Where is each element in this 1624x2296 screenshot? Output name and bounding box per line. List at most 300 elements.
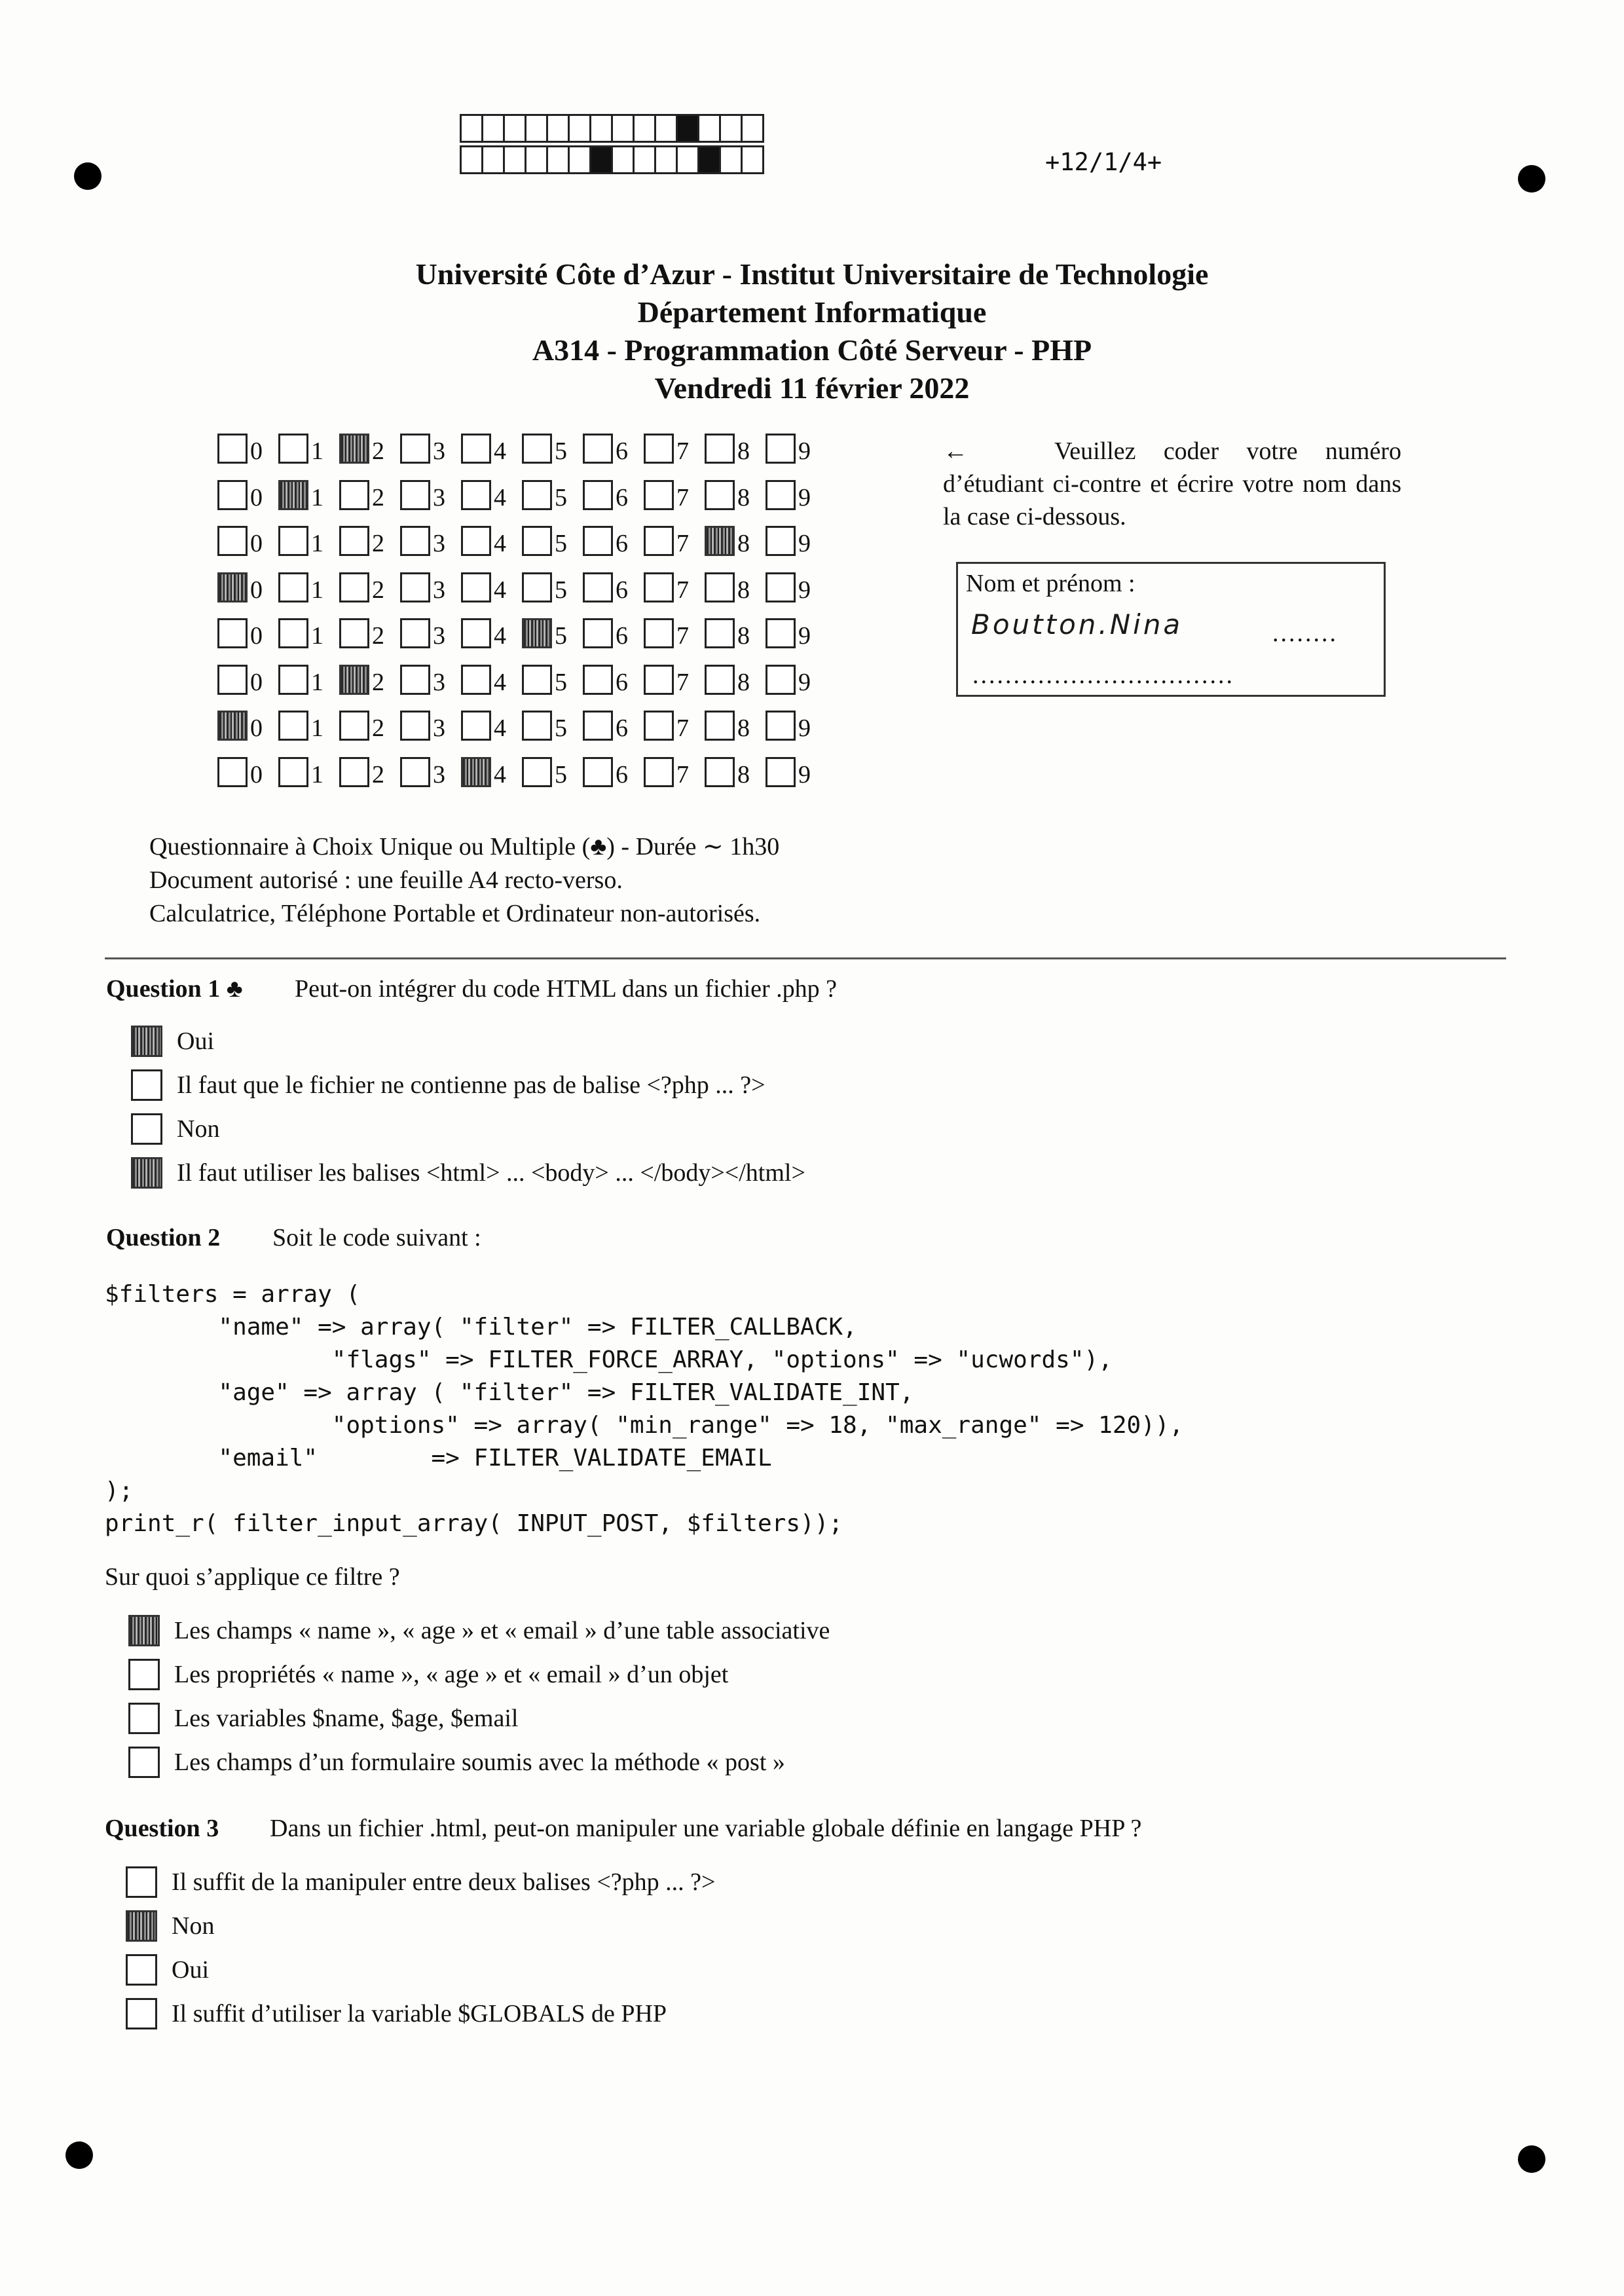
barcode-cell bbox=[503, 145, 526, 174]
barcode-cell bbox=[481, 114, 505, 143]
page-barcode-top bbox=[460, 114, 762, 143]
digit-label: 8 bbox=[737, 530, 750, 557]
digit-option[interactable] bbox=[400, 662, 461, 695]
digit-option[interactable] bbox=[583, 616, 644, 648]
q2-option-4-text: Les champs d’un formulaire soumis avec la méthode « post » bbox=[174, 1749, 785, 1776]
digit-option[interactable] bbox=[217, 754, 278, 787]
barcode-cell bbox=[654, 145, 678, 174]
digit-label: 5 bbox=[555, 760, 567, 788]
digit-checkbox[interactable] bbox=[339, 434, 369, 464]
digit-option[interactable] bbox=[522, 616, 583, 648]
q2-option-3-text: Les variables $name, $age, $email bbox=[174, 1705, 519, 1732]
student-number-row bbox=[217, 523, 826, 556]
digit-option[interactable] bbox=[339, 477, 400, 510]
digit-label: 5 bbox=[555, 437, 567, 465]
digit-checkbox[interactable] bbox=[278, 572, 308, 602]
digit-option[interactable] bbox=[217, 523, 278, 556]
digit-label: 7 bbox=[676, 437, 689, 465]
barcode-cell bbox=[525, 145, 548, 174]
digit-checkbox[interactable] bbox=[400, 711, 430, 741]
digit-label: 5 bbox=[555, 714, 567, 742]
barcode-cell bbox=[611, 145, 635, 174]
digit-checkbox[interactable] bbox=[400, 434, 430, 464]
digit-checkbox[interactable] bbox=[522, 572, 552, 602]
digit-option[interactable] bbox=[339, 523, 400, 556]
registration-mark-top-right bbox=[1518, 165, 1545, 193]
digit-option[interactable] bbox=[644, 662, 705, 695]
digit-checkbox[interactable] bbox=[461, 434, 491, 464]
digit-checkbox[interactable] bbox=[217, 665, 248, 695]
digit-label: 4 bbox=[494, 760, 506, 788]
registration-mark-bottom-right bbox=[1518, 2145, 1545, 2173]
digit-checkbox[interactable] bbox=[766, 665, 796, 695]
digit-label: 2 bbox=[372, 483, 384, 511]
digit-option[interactable] bbox=[644, 616, 705, 648]
digit-label: 0 bbox=[250, 530, 263, 557]
digit-option[interactable] bbox=[400, 570, 461, 602]
digit-label: 4 bbox=[494, 622, 506, 650]
digit-checkbox[interactable] bbox=[278, 618, 308, 648]
digit-checkbox[interactable] bbox=[583, 480, 613, 510]
digit-label: 1 bbox=[311, 530, 323, 557]
digit-label: 2 bbox=[372, 576, 384, 604]
digit-checkbox[interactable] bbox=[522, 618, 552, 648]
digit-checkbox[interactable] bbox=[583, 618, 613, 648]
digit-option[interactable] bbox=[522, 754, 583, 787]
digit-option[interactable] bbox=[705, 754, 766, 787]
digit-option[interactable] bbox=[705, 523, 766, 556]
digit-checkbox[interactable] bbox=[705, 572, 735, 602]
digit-checkbox[interactable] bbox=[339, 572, 369, 602]
digit-label: 5 bbox=[555, 622, 567, 650]
digit-checkbox[interactable] bbox=[400, 618, 430, 648]
digit-option[interactable] bbox=[705, 570, 766, 602]
digit-checkbox[interactable] bbox=[583, 572, 613, 602]
digit-option[interactable] bbox=[339, 570, 400, 602]
digit-label: 0 bbox=[250, 437, 263, 465]
meta-line-document: Document autorisé : une feuille A4 recto-verso. bbox=[149, 866, 623, 894]
barcode-cell bbox=[568, 114, 591, 143]
barcode-cell bbox=[460, 145, 483, 174]
digit-option[interactable] bbox=[217, 431, 278, 464]
digit-checkbox[interactable] bbox=[583, 665, 613, 695]
digit-option[interactable] bbox=[217, 616, 278, 648]
registration-mark-top-left bbox=[74, 162, 101, 190]
digit-label: 4 bbox=[494, 437, 506, 465]
digit-checkbox[interactable] bbox=[583, 526, 613, 556]
digit-option[interactable] bbox=[705, 708, 766, 741]
question-1-header bbox=[106, 974, 243, 1003]
digit-label: 1 bbox=[311, 714, 323, 742]
question-2-label: Question 2 bbox=[106, 1224, 221, 1251]
digit-checkbox[interactable] bbox=[522, 665, 552, 695]
digit-option[interactable] bbox=[278, 616, 339, 648]
digit-label: 3 bbox=[433, 437, 445, 465]
q2-checkbox-4[interactable] bbox=[128, 1747, 160, 1778]
code-listing: $filters = array ( "name" => array( "filter" => FILTER_CALLBACK, "flags" => FILTER_FORCE_ARRAY, "options" => "ucwords"), "age" => array ( "filter" => FILTER_VALIDATE_INT, "options" => array( "min_range" => 18, "max_range" => 120)), "email" => FILTER_VALIDATE_EMAIL ); print_r( filter_input_array( INPUT_POST, $filters)); bbox=[105, 1281, 1184, 1537]
digit-checkbox[interactable] bbox=[766, 711, 796, 741]
digit-checkbox[interactable] bbox=[644, 434, 674, 464]
digit-option[interactable] bbox=[766, 477, 826, 510]
digit-option[interactable] bbox=[583, 431, 644, 464]
digit-label: 8 bbox=[737, 437, 750, 465]
q2-option-2[interactable] bbox=[128, 1659, 728, 1690]
digit-checkbox[interactable] bbox=[705, 480, 735, 510]
digit-label: 4 bbox=[494, 483, 506, 511]
digit-option[interactable] bbox=[583, 523, 644, 556]
student-number-row bbox=[217, 570, 826, 602]
digit-checkbox[interactable] bbox=[278, 665, 308, 695]
digit-label: 3 bbox=[433, 622, 445, 650]
digit-label: 3 bbox=[433, 760, 445, 788]
q3-checkbox-1[interactable] bbox=[126, 1866, 157, 1898]
q2-option-3[interactable] bbox=[128, 1703, 518, 1734]
digit-label: 9 bbox=[798, 437, 811, 465]
digit-option[interactable] bbox=[644, 754, 705, 787]
digit-option[interactable] bbox=[278, 754, 339, 787]
digit-option[interactable] bbox=[766, 616, 826, 648]
digit-label: 6 bbox=[616, 714, 628, 742]
digit-checkbox[interactable] bbox=[461, 480, 491, 510]
digit-checkbox[interactable] bbox=[583, 434, 613, 464]
digit-checkbox[interactable] bbox=[705, 757, 735, 787]
q2-checkbox-2[interactable] bbox=[128, 1659, 160, 1690]
digit-label: 1 bbox=[311, 437, 323, 465]
instructions-text: Veuillez coder votre numéro d’étudiant ci-contre et écrire votre nom dans la case ci-dessous. bbox=[943, 437, 1401, 530]
barcode-cell bbox=[697, 145, 721, 174]
q3-option-4[interactable] bbox=[126, 1998, 667, 2029]
barcode-cell bbox=[589, 145, 613, 174]
digit-label: 0 bbox=[250, 760, 263, 788]
club-icon: ♣ bbox=[226, 975, 243, 1003]
digit-checkbox[interactable] bbox=[583, 711, 613, 741]
q1-option-3[interactable] bbox=[131, 1113, 219, 1145]
digit-checkbox[interactable] bbox=[705, 618, 735, 648]
page-id: +12/1/4+ bbox=[1045, 148, 1162, 176]
digit-label: 3 bbox=[433, 668, 445, 696]
digit-option[interactable] bbox=[278, 708, 339, 741]
digit-checkbox[interactable] bbox=[461, 711, 491, 741]
digit-checkbox[interactable] bbox=[522, 526, 552, 556]
digit-option[interactable] bbox=[400, 477, 461, 510]
digit-label: 3 bbox=[433, 714, 445, 742]
digit-option[interactable] bbox=[522, 523, 583, 556]
digit-option[interactable] bbox=[400, 523, 461, 556]
digit-label: 6 bbox=[616, 576, 628, 604]
digit-option[interactable] bbox=[705, 616, 766, 648]
digit-checkbox[interactable] bbox=[400, 757, 430, 787]
digit-label: 4 bbox=[494, 530, 506, 557]
digit-option[interactable] bbox=[522, 708, 583, 741]
digit-checkbox[interactable] bbox=[461, 572, 491, 602]
q3-checkbox-4[interactable] bbox=[126, 1998, 157, 2029]
digit-checkbox[interactable] bbox=[461, 665, 491, 695]
digit-label: 8 bbox=[737, 714, 750, 742]
digit-option[interactable] bbox=[461, 431, 522, 464]
digit-checkbox[interactable] bbox=[400, 480, 430, 510]
digit-label: 4 bbox=[494, 576, 506, 604]
name-dotted-line-2: ................................ bbox=[972, 661, 1234, 689]
q1-option-4-text: Il faut utiliser les balises <html> ... <body> ... </body></html> bbox=[177, 1159, 805, 1187]
digit-checkbox[interactable] bbox=[461, 757, 491, 787]
digit-label: 2 bbox=[372, 668, 384, 696]
divider bbox=[105, 957, 1506, 959]
digit-option[interactable] bbox=[583, 708, 644, 741]
digit-checkbox[interactable] bbox=[644, 526, 674, 556]
digit-label: 8 bbox=[737, 760, 750, 788]
header-course: A314 - Programmation Côté Serveur - PHP bbox=[532, 333, 1092, 367]
digit-option[interactable] bbox=[705, 431, 766, 464]
digit-checkbox[interactable] bbox=[705, 434, 735, 464]
digit-option[interactable] bbox=[644, 477, 705, 510]
digit-checkbox[interactable] bbox=[217, 711, 248, 741]
digit-checkbox[interactable] bbox=[217, 434, 248, 464]
q2-option-4[interactable] bbox=[128, 1747, 785, 1778]
digit-checkbox[interactable] bbox=[766, 434, 796, 464]
digit-checkbox[interactable] bbox=[644, 665, 674, 695]
digit-option[interactable] bbox=[461, 662, 522, 695]
digit-checkbox[interactable] bbox=[339, 618, 369, 648]
digit-label: 7 bbox=[676, 622, 689, 650]
q3-option-1[interactable] bbox=[126, 1866, 715, 1898]
digit-label: 7 bbox=[676, 714, 689, 742]
question-3-label: Question 3 bbox=[105, 1815, 219, 1842]
digit-option[interactable] bbox=[705, 662, 766, 695]
q3-checkbox-3[interactable] bbox=[126, 1954, 157, 1986]
digit-option[interactable] bbox=[644, 431, 705, 464]
q1-checkbox-2[interactable] bbox=[131, 1069, 162, 1101]
digit-option[interactable] bbox=[278, 570, 339, 602]
digit-checkbox[interactable] bbox=[705, 526, 735, 556]
q3-checkbox-2[interactable] bbox=[126, 1910, 157, 1942]
digit-option[interactable] bbox=[339, 662, 400, 695]
digit-option[interactable] bbox=[583, 477, 644, 510]
page-barcode-bottom bbox=[460, 145, 762, 174]
digit-checkbox[interactable] bbox=[644, 618, 674, 648]
q3-option-1-text: Il suffit de la manipuler entre deux balises <?php ... ?> bbox=[172, 1868, 716, 1896]
digit-checkbox[interactable] bbox=[644, 711, 674, 741]
digit-option[interactable] bbox=[278, 431, 339, 464]
digit-option[interactable] bbox=[217, 662, 278, 695]
q1-checkbox-3[interactable] bbox=[131, 1113, 162, 1145]
digit-checkbox[interactable] bbox=[339, 665, 369, 695]
question-3-text: Dans un fichier .html, peut-on manipuler une variable globale définie en langage PHP ? bbox=[270, 1815, 1142, 1842]
digit-label: 0 bbox=[250, 668, 263, 696]
barcode-cell bbox=[719, 145, 743, 174]
digit-checkbox[interactable] bbox=[339, 711, 369, 741]
digit-checkbox[interactable] bbox=[461, 618, 491, 648]
digit-option[interactable] bbox=[400, 616, 461, 648]
barcode-cell bbox=[460, 114, 483, 143]
digit-checkbox[interactable] bbox=[217, 572, 248, 602]
digit-label: 1 bbox=[311, 668, 323, 696]
digit-option[interactable] bbox=[766, 708, 826, 741]
q3-option-2[interactable] bbox=[126, 1910, 214, 1942]
digit-option[interactable] bbox=[766, 662, 826, 695]
digit-checkbox[interactable] bbox=[278, 711, 308, 741]
digit-option[interactable] bbox=[461, 477, 522, 510]
digit-checkbox[interactable] bbox=[461, 526, 491, 556]
digit-checkbox[interactable] bbox=[278, 757, 308, 787]
digit-checkbox[interactable] bbox=[278, 434, 308, 464]
digit-checkbox[interactable] bbox=[339, 526, 369, 556]
digit-option[interactable] bbox=[400, 431, 461, 464]
q1-checkbox-1[interactable] bbox=[131, 1026, 162, 1057]
digit-option[interactable] bbox=[461, 523, 522, 556]
student-number-row bbox=[217, 431, 826, 464]
name-label: Nom et prénom : bbox=[966, 570, 1135, 597]
digit-option[interactable] bbox=[766, 570, 826, 602]
digit-option[interactable] bbox=[705, 477, 766, 510]
digit-option[interactable] bbox=[644, 570, 705, 602]
digit-label: 9 bbox=[798, 760, 811, 788]
digit-checkbox[interactable] bbox=[278, 526, 308, 556]
q2-option-1[interactable] bbox=[128, 1615, 830, 1646]
digit-label: 3 bbox=[433, 576, 445, 604]
digit-option[interactable] bbox=[461, 754, 522, 787]
digit-option[interactable] bbox=[766, 754, 826, 787]
digit-label: 4 bbox=[494, 714, 506, 742]
digit-option[interactable] bbox=[461, 708, 522, 741]
q3-option-3[interactable] bbox=[126, 1954, 209, 1986]
digit-checkbox[interactable] bbox=[522, 480, 552, 510]
digit-option[interactable] bbox=[583, 662, 644, 695]
digit-checkbox[interactable] bbox=[339, 757, 369, 787]
digit-checkbox[interactable] bbox=[583, 757, 613, 787]
name-box[interactable] bbox=[956, 562, 1386, 697]
digit-checkbox[interactable] bbox=[644, 757, 674, 787]
digit-checkbox[interactable] bbox=[766, 526, 796, 556]
digit-option[interactable] bbox=[339, 754, 400, 787]
question-2-prompt: Sur quoi s’applique ce filtre ? bbox=[105, 1563, 400, 1591]
digit-label: 8 bbox=[737, 668, 750, 696]
barcode-cell bbox=[633, 114, 656, 143]
digit-checkbox[interactable] bbox=[339, 480, 369, 510]
digit-checkbox[interactable] bbox=[766, 757, 796, 787]
barcode-cell bbox=[546, 145, 570, 174]
name-dotted-line-1: ........ bbox=[1272, 620, 1338, 647]
digit-checkbox[interactable] bbox=[644, 572, 674, 602]
digit-label: 9 bbox=[798, 483, 811, 511]
digit-label: 9 bbox=[798, 714, 811, 742]
digit-option[interactable] bbox=[461, 616, 522, 648]
exam-header bbox=[0, 255, 1624, 407]
barcode-cell bbox=[741, 145, 764, 174]
barcode-cell bbox=[546, 114, 570, 143]
digit-label: 9 bbox=[798, 576, 811, 604]
header-department: Département Informatique bbox=[637, 295, 987, 329]
digit-checkbox[interactable] bbox=[400, 665, 430, 695]
digit-label: 0 bbox=[250, 483, 263, 511]
digit-option[interactable] bbox=[522, 477, 583, 510]
digit-option[interactable] bbox=[217, 708, 278, 741]
digit-label: 1 bbox=[311, 483, 323, 511]
digit-option[interactable] bbox=[583, 570, 644, 602]
digit-option[interactable] bbox=[644, 708, 705, 741]
digit-label: 9 bbox=[798, 668, 811, 696]
left-arrow-icon: ← bbox=[943, 437, 968, 465]
digit-checkbox[interactable] bbox=[217, 757, 248, 787]
digit-checkbox[interactable] bbox=[400, 572, 430, 602]
digit-checkbox[interactable] bbox=[217, 480, 248, 510]
digit-option[interactable] bbox=[217, 570, 278, 602]
registration-mark-bottom-left bbox=[65, 2141, 93, 2169]
barcode-cell bbox=[525, 114, 548, 143]
student-number-row bbox=[217, 477, 826, 510]
digit-checkbox[interactable] bbox=[705, 711, 735, 741]
digit-checkbox[interactable] bbox=[400, 526, 430, 556]
digit-option[interactable] bbox=[522, 431, 583, 464]
q1-option-1[interactable] bbox=[131, 1026, 214, 1057]
digit-option[interactable] bbox=[461, 570, 522, 602]
digit-option[interactable] bbox=[217, 477, 278, 510]
digit-checkbox[interactable] bbox=[766, 480, 796, 510]
digit-option[interactable] bbox=[400, 708, 461, 741]
digit-label: 7 bbox=[676, 530, 689, 557]
meta-line-devices: Calculatrice, Téléphone Portable et Ordinateur non-autorisés. bbox=[149, 900, 761, 927]
digit-option[interactable] bbox=[522, 662, 583, 695]
digit-checkbox[interactable] bbox=[766, 572, 796, 602]
digit-checkbox[interactable] bbox=[766, 618, 796, 648]
digit-option[interactable] bbox=[766, 523, 826, 556]
digit-label: 7 bbox=[676, 483, 689, 511]
q1-checkbox-4[interactable] bbox=[131, 1157, 162, 1189]
digit-option[interactable] bbox=[400, 754, 461, 787]
question-2-header bbox=[106, 1223, 220, 1252]
digit-checkbox[interactable] bbox=[217, 526, 248, 556]
digit-option[interactable] bbox=[339, 616, 400, 648]
digit-option[interactable] bbox=[278, 523, 339, 556]
digit-label: 3 bbox=[433, 483, 445, 511]
digit-checkbox[interactable] bbox=[522, 757, 552, 787]
digit-checkbox[interactable] bbox=[705, 665, 735, 695]
q2-checkbox-1[interactable] bbox=[128, 1615, 160, 1646]
student-number-row bbox=[217, 754, 826, 787]
digit-label: 3 bbox=[433, 530, 445, 557]
digit-checkbox[interactable] bbox=[217, 618, 248, 648]
digit-label: 6 bbox=[616, 437, 628, 465]
q1-option-2[interactable] bbox=[131, 1069, 766, 1101]
handwritten-name: Boutton.Nina bbox=[971, 608, 1183, 640]
barcode-cell bbox=[676, 145, 699, 174]
digit-checkbox[interactable] bbox=[278, 480, 308, 510]
digit-label: 8 bbox=[737, 483, 750, 511]
barcode-cell bbox=[654, 114, 678, 143]
digit-option[interactable] bbox=[278, 662, 339, 695]
digit-option[interactable] bbox=[644, 523, 705, 556]
barcode-cell bbox=[503, 114, 526, 143]
digit-checkbox[interactable] bbox=[522, 434, 552, 464]
q2-checkbox-3[interactable] bbox=[128, 1703, 160, 1734]
digit-label: 2 bbox=[372, 437, 384, 465]
digit-label: 9 bbox=[798, 622, 811, 650]
digit-label: 6 bbox=[616, 530, 628, 557]
digit-option[interactable] bbox=[522, 570, 583, 602]
digit-option[interactable] bbox=[583, 754, 644, 787]
header-date: Vendredi 11 février 2022 bbox=[654, 371, 970, 405]
digit-option[interactable] bbox=[278, 477, 339, 510]
barcode-cell bbox=[481, 145, 505, 174]
digit-option[interactable] bbox=[339, 708, 400, 741]
meta-line-duration: Questionnaire à Choix Unique ou Multiple (♣) - Durée ∼ 1h30 bbox=[149, 833, 780, 861]
digit-checkbox[interactable] bbox=[644, 480, 674, 510]
digit-label: 9 bbox=[798, 530, 811, 557]
digit-checkbox[interactable] bbox=[522, 711, 552, 741]
digit-option[interactable] bbox=[766, 431, 826, 464]
header-university: Université Côte d’Azur - Institut Universitaire de Technologie bbox=[415, 257, 1209, 291]
digit-option[interactable] bbox=[339, 431, 400, 464]
q1-option-4[interactable] bbox=[131, 1157, 805, 1189]
